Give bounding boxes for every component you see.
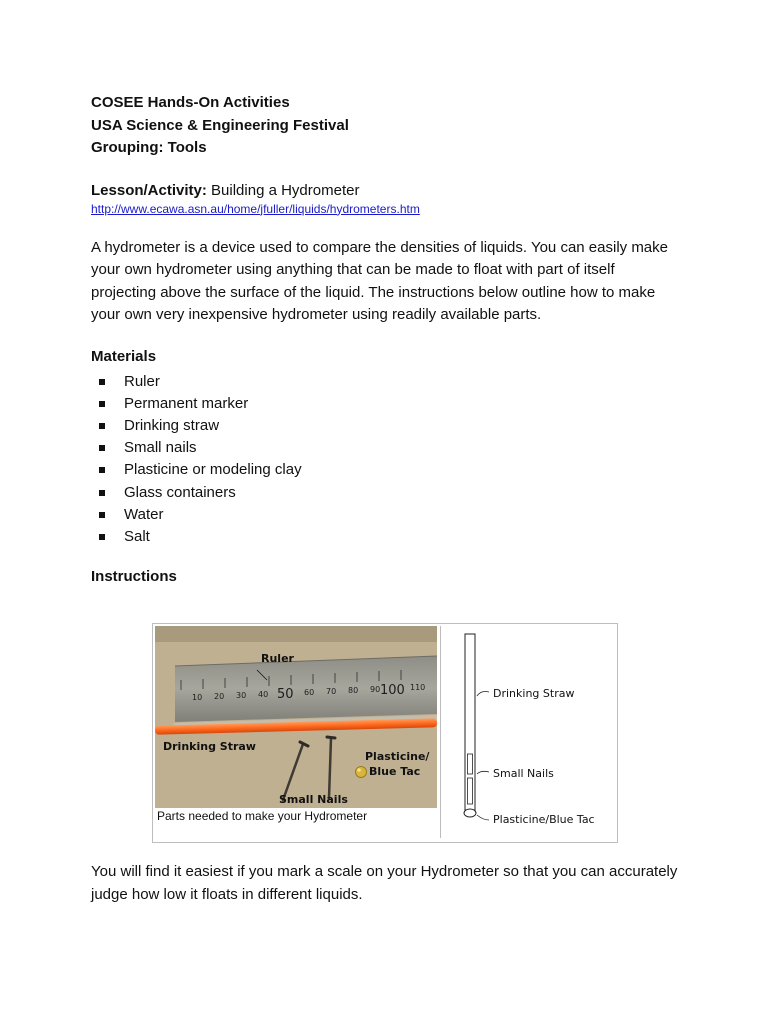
list-item: Plasticine or modeling clay bbox=[91, 459, 691, 481]
ruler-tick-label: 20 bbox=[214, 692, 225, 701]
lesson-label: Lesson/Activity: bbox=[91, 181, 207, 199]
ruler-tick-label: 70 bbox=[326, 687, 337, 696]
parts-figure bbox=[152, 623, 618, 843]
photo-label-plasticine-1: Plasticine/ bbox=[365, 750, 430, 763]
diagram-label-plasticine: Plasticine/Blue Tac bbox=[493, 813, 595, 826]
list-item: Glass containers bbox=[91, 482, 691, 504]
instructions-heading: Instructions bbox=[91, 568, 177, 586]
parts-photo-art bbox=[155, 626, 437, 808]
intro-paragraph: A hydrometer is a device used to compare the densities of liquids. You can easily make your own hydrometer using anything that can be made to float with part of itself projecting above the surface of the liquid. The instructions below outline how to make your own very inexpensive hydrometer using readily available parts. bbox=[91, 238, 668, 323]
ruler-tick-label: 80 bbox=[348, 686, 359, 695]
photo-label-plasticine-2: Blue Tac bbox=[369, 765, 421, 778]
hydrometer-diagram bbox=[441, 626, 615, 838]
materials-heading: Materials bbox=[91, 347, 157, 365]
bullet-icon bbox=[99, 379, 105, 385]
ruler-tick-label: 30 bbox=[236, 691, 247, 700]
list-item: Small nails bbox=[91, 437, 691, 459]
bullet-icon bbox=[99, 401, 105, 407]
header-organization: COSEE Hands-On Activities bbox=[91, 94, 290, 111]
ruler-tick-label: 90 bbox=[370, 685, 381, 694]
diagram-label-nails: Small Nails bbox=[493, 767, 554, 780]
plasticine-outline bbox=[464, 809, 476, 817]
list-item: Salt bbox=[91, 526, 691, 548]
lesson-title: Building a Hydrometer bbox=[211, 181, 360, 199]
bullet-icon bbox=[99, 423, 105, 429]
closing-paragraph: You will find it easiest if you mark a scale on your Hydrometer so that you can accurately judge how low it floats in different liquids. bbox=[91, 863, 678, 903]
bullet-icon bbox=[99, 445, 105, 451]
materials-list bbox=[91, 371, 691, 549]
bullet-icon bbox=[99, 534, 105, 540]
parts-photo-panel bbox=[155, 626, 437, 838]
bullet-icon bbox=[99, 490, 105, 496]
nail-outline bbox=[468, 778, 473, 804]
lesson-source-link[interactable]: http://www.ecawa.asn.au/home/jfuller/liquids/hydrometers.htm bbox=[91, 201, 420, 216]
ruler-tick-label: 60 bbox=[304, 688, 315, 697]
photo-label-ruler: Ruler bbox=[261, 652, 294, 665]
diagram-label-straw: Drinking Straw bbox=[493, 687, 575, 700]
photo-label-straw: Drinking Straw bbox=[163, 740, 256, 753]
ruler-tick-label: 50 bbox=[277, 687, 294, 702]
header-event: USA Science & Engineering Festival bbox=[91, 116, 349, 134]
list-item: Permanent marker bbox=[91, 393, 691, 415]
lesson-line bbox=[91, 181, 691, 201]
ruler-tick-label: 110 bbox=[410, 683, 426, 692]
document-body bbox=[91, 92, 691, 587]
hydrometer-diagram-panel bbox=[440, 626, 615, 838]
photo-label-nails: Small Nails bbox=[279, 793, 348, 806]
header-grouping: Grouping: Tools bbox=[91, 139, 207, 156]
plasticine-shape bbox=[356, 767, 367, 778]
parts-photo bbox=[155, 626, 437, 808]
bullet-icon bbox=[99, 512, 105, 518]
list-item: Ruler bbox=[91, 371, 691, 393]
ruler-tick-label: 10 bbox=[192, 693, 203, 702]
ruler-tick-label: 100 bbox=[380, 683, 405, 698]
list-item: Water bbox=[91, 504, 691, 526]
list-item: Drinking straw bbox=[91, 415, 691, 437]
nail-outline bbox=[468, 754, 473, 774]
photo-caption: Parts needed to make your Hydrometer bbox=[157, 809, 368, 823]
ruler-tick-label: 40 bbox=[258, 690, 269, 699]
bullet-icon bbox=[99, 467, 105, 473]
